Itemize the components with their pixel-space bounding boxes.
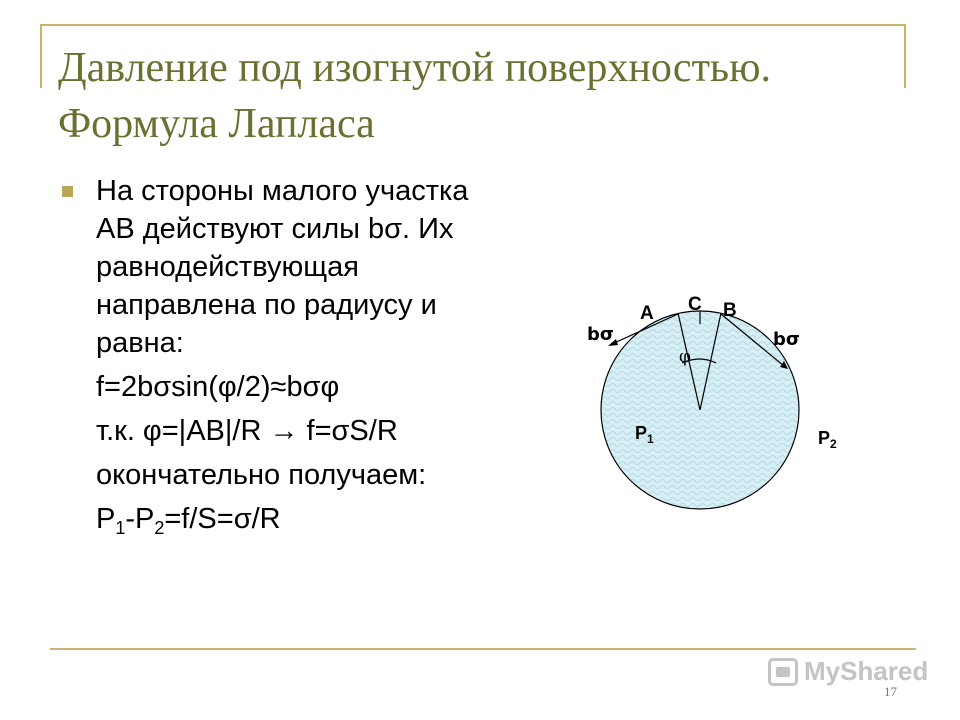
page-number: 17 [884, 684, 897, 699]
label-p1: $P_1$ [635, 423, 654, 446]
formula-angle: т.к. φ=|AB|/R → f=σS/R [96, 415, 398, 447]
bullet-square-icon [62, 186, 73, 197]
laplace-diagram [570, 280, 870, 520]
slide-title [58, 40, 898, 152]
formula-rest: =f/S=σ/R [164, 503, 281, 535]
label-a: A [640, 303, 654, 324]
title-line-1: Давление под изогнутой поверхностью. [58, 45, 771, 91]
formula-force: f=2bσsin(φ/2)≈bσφ [96, 371, 340, 403]
label-c: C [688, 294, 702, 315]
formula-sub-1: 1 [115, 518, 126, 538]
frame-left-line [40, 24, 42, 88]
frame-bottom-line [50, 648, 916, 650]
label-phi: φ [679, 347, 691, 367]
formula-minus-p: -P [125, 503, 155, 535]
formula-laplace [96, 500, 496, 538]
title-line-2: Формула Лапласа [58, 101, 375, 147]
force-label-right: bσ [773, 329, 800, 350]
myshared-logo-icon [768, 658, 798, 686]
formula-p: P [96, 503, 116, 535]
watermark [768, 656, 928, 687]
watermark-text: MyShared [804, 656, 929, 686]
frame-top-line [40, 24, 906, 26]
force-label-left: bσ [587, 324, 614, 345]
frame-right-line [904, 24, 906, 88]
label-p2: $P_2$ [818, 428, 837, 451]
label-b: B [723, 300, 737, 321]
body-paragraph-2: окончательно получаем: [96, 459, 427, 491]
slide-body [96, 172, 496, 538]
formula-sub-2: 2 [154, 518, 165, 538]
body-paragraph-1: На стороны малого участка АВ действуют силы bσ. Их равнодействующая направлена по радиусу и равна: [96, 175, 469, 359]
